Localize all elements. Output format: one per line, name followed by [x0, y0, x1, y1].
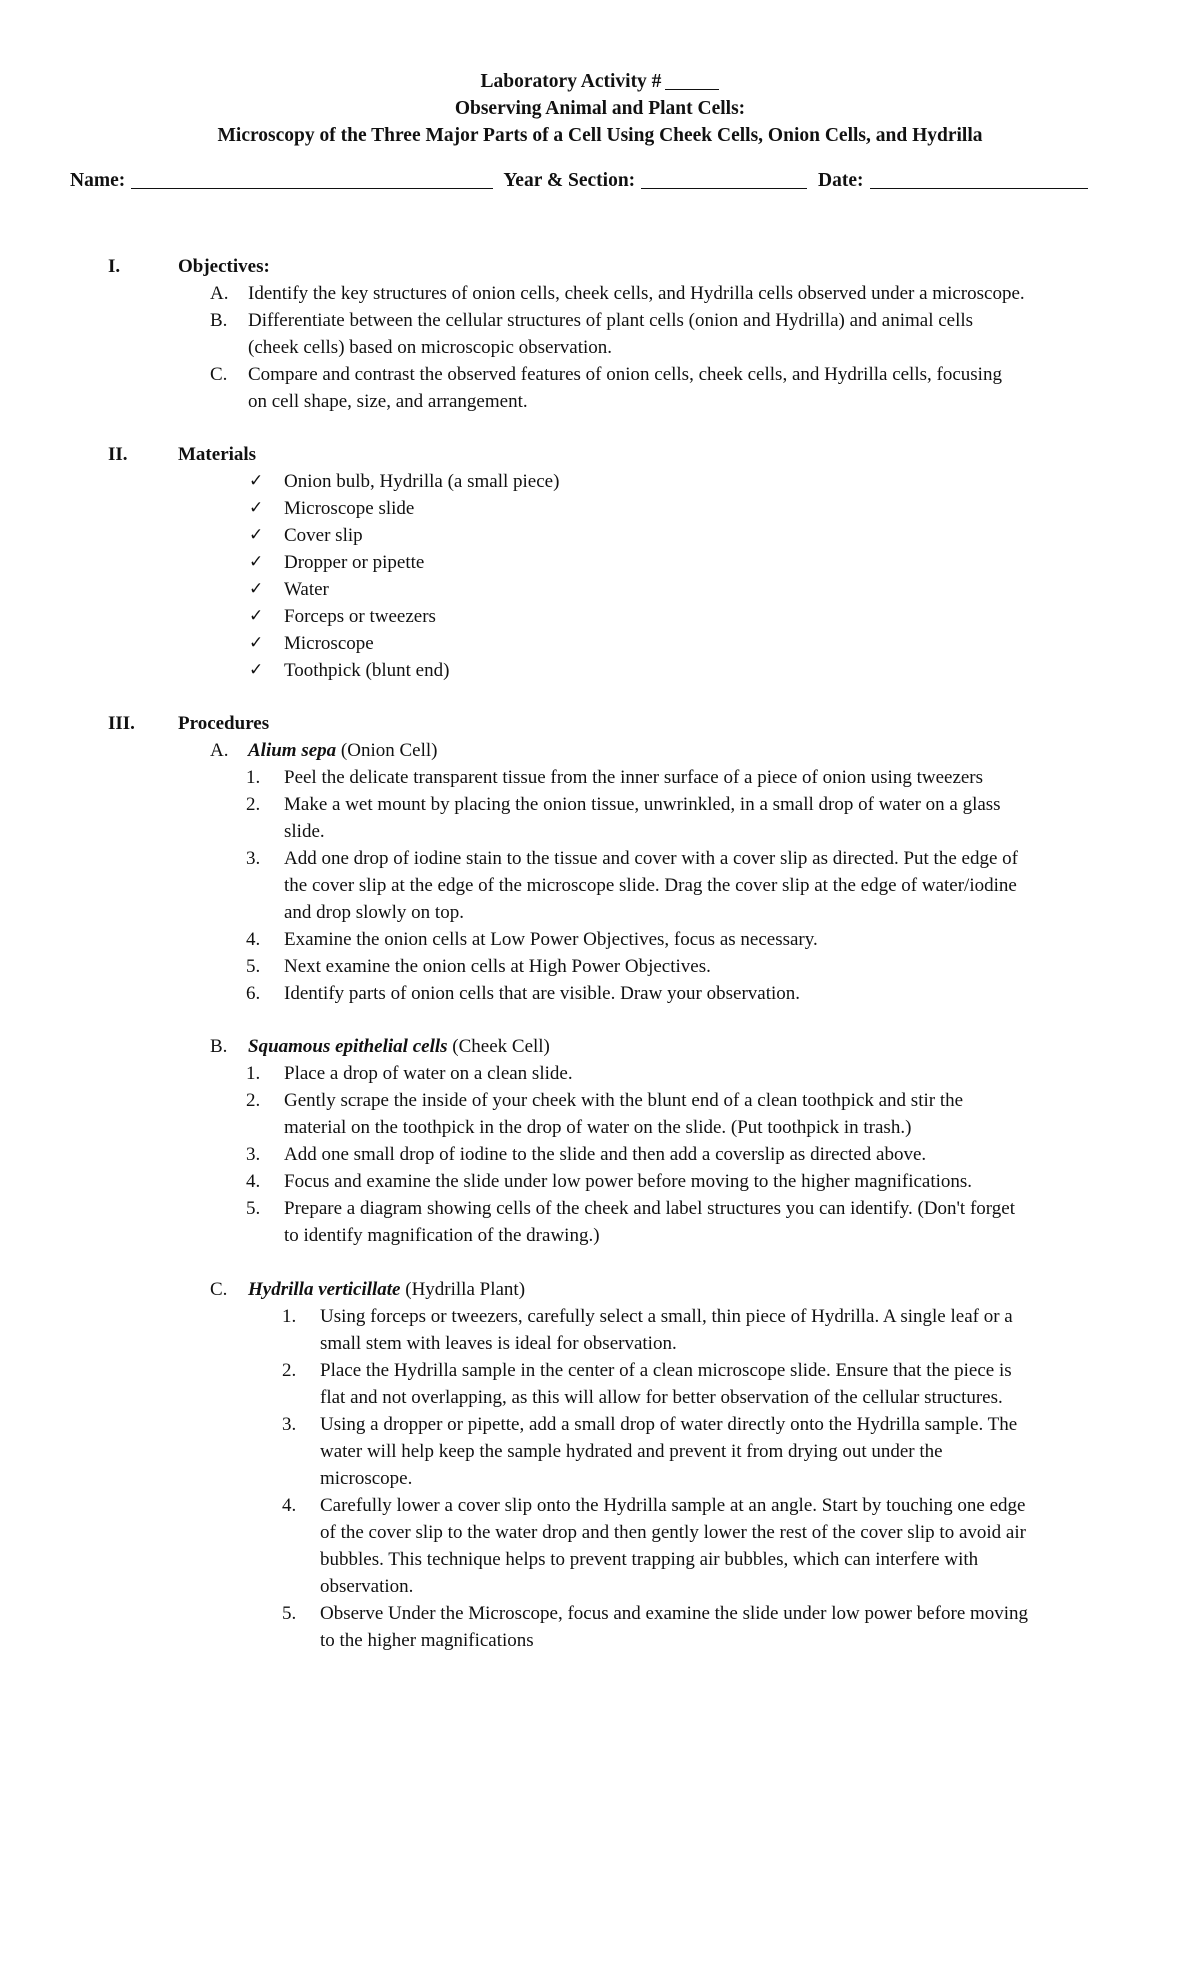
date-field[interactable]	[870, 168, 1088, 189]
objectives-list	[0, 280, 1200, 415]
procedure-a-heading	[0, 737, 1200, 764]
material-item	[0, 495, 1200, 522]
procedure-a-desc: (Onion Cell)	[340, 740, 438, 761]
step-text: of the cover slip to the water drop and then gently lower the rest of the cover slip to avoid air	[320, 1522, 1026, 1543]
procedure-step-line	[0, 1546, 1200, 1573]
procedure-step-line	[0, 899, 1200, 926]
procedure-step-line	[0, 1060, 1200, 1087]
step-text: to the higher magnifications	[320, 1630, 534, 1651]
procedure-step-line	[0, 1519, 1200, 1546]
step-text: Next examine the onion cells at High Power Objectives.	[284, 956, 711, 977]
step-number: 2.	[282, 1360, 297, 1381]
step-text: Gently scrape the inside of your cheek with the blunt end of a clean toothpick and stir the	[284, 1090, 964, 1111]
checkmark-icon: ✓	[249, 525, 264, 545]
step-text: Using forceps or tweezers, carefully select a small, thin piece of Hydrilla. A single leaf or a	[320, 1306, 1013, 1327]
procedure-step-line	[0, 1222, 1200, 1249]
step-text: Add one small drop of iodine to the slide and then add a coverslip as directed above.	[284, 1144, 927, 1165]
step-text: Focus and examine the slide under low power before moving to the higher magnifications.	[284, 1171, 973, 1192]
material-item	[0, 522, 1200, 549]
step-number: 4.	[246, 1171, 261, 1192]
material-item	[0, 468, 1200, 495]
procedure-step-line	[0, 953, 1200, 980]
step-text: Make a wet mount by placing the onion tissue, unwrinkled, in a small drop of water on a glass	[284, 794, 1001, 815]
step-number: 2.	[246, 794, 261, 815]
procedure-step-line	[0, 1465, 1200, 1492]
procedure-step-line	[0, 1627, 1200, 1654]
procedure-step-line	[0, 1141, 1200, 1168]
materials-title: Materials	[178, 444, 257, 465]
material-text: Forceps or tweezers	[284, 606, 436, 627]
checkmark-icon: ✓	[249, 660, 264, 680]
activity-label: Laboratory Activity #	[480, 71, 662, 92]
procedure-step-line	[0, 1411, 1200, 1438]
name-label: Name:	[70, 170, 126, 191]
step-number: 1.	[246, 767, 261, 788]
step-text: Observe Under the Microscope, focus and examine the slide under low power before moving	[320, 1603, 1029, 1624]
procedure-b-steps	[0, 1060, 1200, 1249]
objective-text: (cheek cells) based on microscopic observation.	[248, 337, 613, 358]
checkmark-icon: ✓	[249, 633, 264, 653]
material-text: Microscope slide	[284, 498, 415, 519]
step-number: 1.	[246, 1063, 261, 1084]
title-line-2: Microscopy of the Three Major Parts of a Cell Using Cheek Cells, Onion Cells, and Hydrilla	[217, 125, 983, 146]
procedure-b-desc: (Cheek Cell)	[452, 1036, 550, 1057]
procedure-step-line	[0, 764, 1200, 791]
activity-line	[0, 68, 1200, 95]
procedure-step-line	[0, 1384, 1200, 1411]
step-number: 3.	[282, 1414, 297, 1435]
year-section-label: Year & Section:	[503, 170, 636, 191]
checkmark-icon: ✓	[249, 552, 264, 572]
step-text: Place the Hydrilla sample in the center of a clean microscope slide. Ensure that the piece is	[320, 1360, 1012, 1381]
objective-label: A.	[210, 283, 229, 304]
objective-line	[0, 388, 1200, 415]
checkmark-icon: ✓	[249, 606, 264, 626]
procedure-step-line	[0, 818, 1200, 845]
procedure-step-line	[0, 1303, 1200, 1330]
material-text: Water	[284, 579, 329, 600]
step-text: and drop slowly on top.	[284, 902, 464, 923]
step-text: slide.	[284, 821, 325, 842]
year-section-field[interactable]	[641, 168, 807, 189]
material-item	[0, 630, 1200, 657]
objective-text: Differentiate between the cellular structures of plant cells (onion and Hydrilla) and animal cells	[248, 310, 974, 331]
objective-line	[0, 280, 1200, 307]
procedure-step-line	[0, 791, 1200, 818]
step-text: flat and not overlapping, as this will allow for better observation of the cellular structures.	[320, 1387, 1003, 1408]
procedure-step-line	[0, 1330, 1200, 1357]
procedure-step-line	[0, 1087, 1200, 1114]
checkmark-icon: ✓	[249, 498, 264, 518]
procedure-a-name: Alium sepa	[248, 740, 337, 761]
activity-number-blank[interactable]	[665, 69, 719, 90]
procedures-title: Procedures	[178, 713, 270, 734]
procedure-step-line	[0, 980, 1200, 1007]
procedure-step-line	[0, 1492, 1200, 1519]
step-number: 6.	[246, 983, 261, 1004]
material-text: Microscope	[284, 633, 374, 654]
objective-label: C.	[210, 364, 228, 385]
procedure-step-line	[0, 1114, 1200, 1141]
step-text: to identify magnification of the drawing.)	[284, 1225, 600, 1246]
step-text: Carefully lower a cover slip onto the Hydrilla sample at an angle. Start by touching one edge	[320, 1495, 1026, 1516]
procedure-b-name: Squamous epithelial cells	[248, 1036, 448, 1057]
procedure-b-heading	[0, 1033, 1200, 1060]
checkmark-icon: ✓	[249, 471, 264, 491]
procedure-step-line	[0, 1573, 1200, 1600]
title-line-1: Observing Animal and Plant Cells:	[454, 98, 746, 119]
procedure-step-line	[0, 1600, 1200, 1627]
step-text: Prepare a diagram showing cells of the cheek and label structures you can identify. (Don't forget	[284, 1198, 1015, 1219]
procedure-step-line	[0, 872, 1200, 899]
procedure-step-line	[0, 1195, 1200, 1222]
procedure-step-line	[0, 1438, 1200, 1465]
document-header	[0, 68, 1200, 149]
objective-line	[0, 307, 1200, 334]
material-text: Cover slip	[284, 525, 363, 546]
step-number: 4.	[246, 929, 261, 950]
objectives-number: I.	[108, 256, 121, 277]
step-number: 3.	[246, 848, 261, 869]
materials-list	[0, 468, 1200, 684]
procedure-c-heading	[0, 1276, 1200, 1303]
step-text: Using a dropper or pipette, add a small drop of water directly onto the Hydrilla sample. The	[320, 1414, 1018, 1435]
objective-line	[0, 334, 1200, 361]
material-text: Onion bulb, Hydrilla (a small piece)	[284, 471, 560, 492]
checkmark-icon: ✓	[249, 579, 264, 599]
material-item	[0, 576, 1200, 603]
material-item	[0, 549, 1200, 576]
procedure-a-label: A.	[210, 740, 229, 761]
student-info-row	[70, 168, 1088, 193]
step-text: Place a drop of water on a clean slide.	[284, 1063, 573, 1084]
procedure-c-name: Hydrilla verticillate	[248, 1279, 401, 1300]
procedure-step-line	[0, 926, 1200, 953]
material-text: Toothpick (blunt end)	[284, 660, 450, 681]
procedure-a-steps	[0, 764, 1200, 1007]
step-number: 4.	[282, 1495, 297, 1516]
procedure-c-steps	[0, 1303, 1200, 1654]
step-text: Peel the delicate transparent tissue from the inner surface of a piece of onion using tweezers	[284, 767, 984, 788]
procedure-c-desc: (Hydrilla Plant)	[405, 1279, 526, 1300]
step-text: Identify parts of onion cells that are visible. Draw your observation.	[284, 983, 801, 1004]
procedure-step-line	[0, 1168, 1200, 1195]
step-number: 5.	[282, 1603, 297, 1624]
step-text: water will help keep the sample hydrated and prevent it from drying out under the	[320, 1441, 943, 1462]
procedure-c-label: C.	[210, 1279, 228, 1300]
step-number: 1.	[282, 1306, 297, 1327]
step-text: the cover slip at the edge of the microscope slide. Drag the cover slip at the edge of water/iodine	[284, 875, 1017, 896]
name-field[interactable]	[131, 168, 493, 189]
objective-text: Compare and contrast the observed features of onion cells, cheek cells, and Hydrilla cells, focusing	[248, 364, 1002, 385]
step-text: Examine the onion cells at Low Power Objectives, focus as necessary.	[284, 929, 818, 950]
step-number: 2.	[246, 1090, 261, 1111]
step-text: microscope.	[320, 1468, 413, 1489]
material-item	[0, 603, 1200, 630]
date-label: Date:	[818, 170, 864, 191]
materials-number: II.	[108, 444, 128, 465]
procedure-b-label: B.	[210, 1036, 228, 1057]
objective-line	[0, 361, 1200, 388]
objective-label: B.	[210, 310, 228, 331]
procedure-step-line	[0, 845, 1200, 872]
step-text: observation.	[320, 1576, 414, 1597]
step-number: 3.	[246, 1144, 261, 1165]
step-text: bubbles. This technique helps to prevent trapping air bubbles, which can interfere with	[320, 1549, 979, 1570]
material-item	[0, 657, 1200, 684]
step-number: 5.	[246, 956, 261, 977]
step-text: material on the toothpick in the drop of water on the slide. (Put toothpick in trash.)	[284, 1117, 912, 1138]
objectives-title: Objectives:	[178, 256, 270, 277]
step-number: 5.	[246, 1198, 261, 1219]
step-text: small stem with leaves is ideal for observation.	[320, 1333, 677, 1354]
material-text: Dropper or pipette	[284, 552, 425, 573]
procedure-step-line	[0, 1357, 1200, 1384]
objective-text: on cell shape, size, and arrangement.	[248, 391, 528, 412]
objective-text: Identify the key structures of onion cells, cheek cells, and Hydrilla cells observed under a microscope.	[248, 283, 1025, 304]
step-text: Add one drop of iodine stain to the tissue and cover with a cover slip as directed. Put the edge of	[284, 848, 1018, 869]
procedures-number: III.	[108, 713, 135, 734]
